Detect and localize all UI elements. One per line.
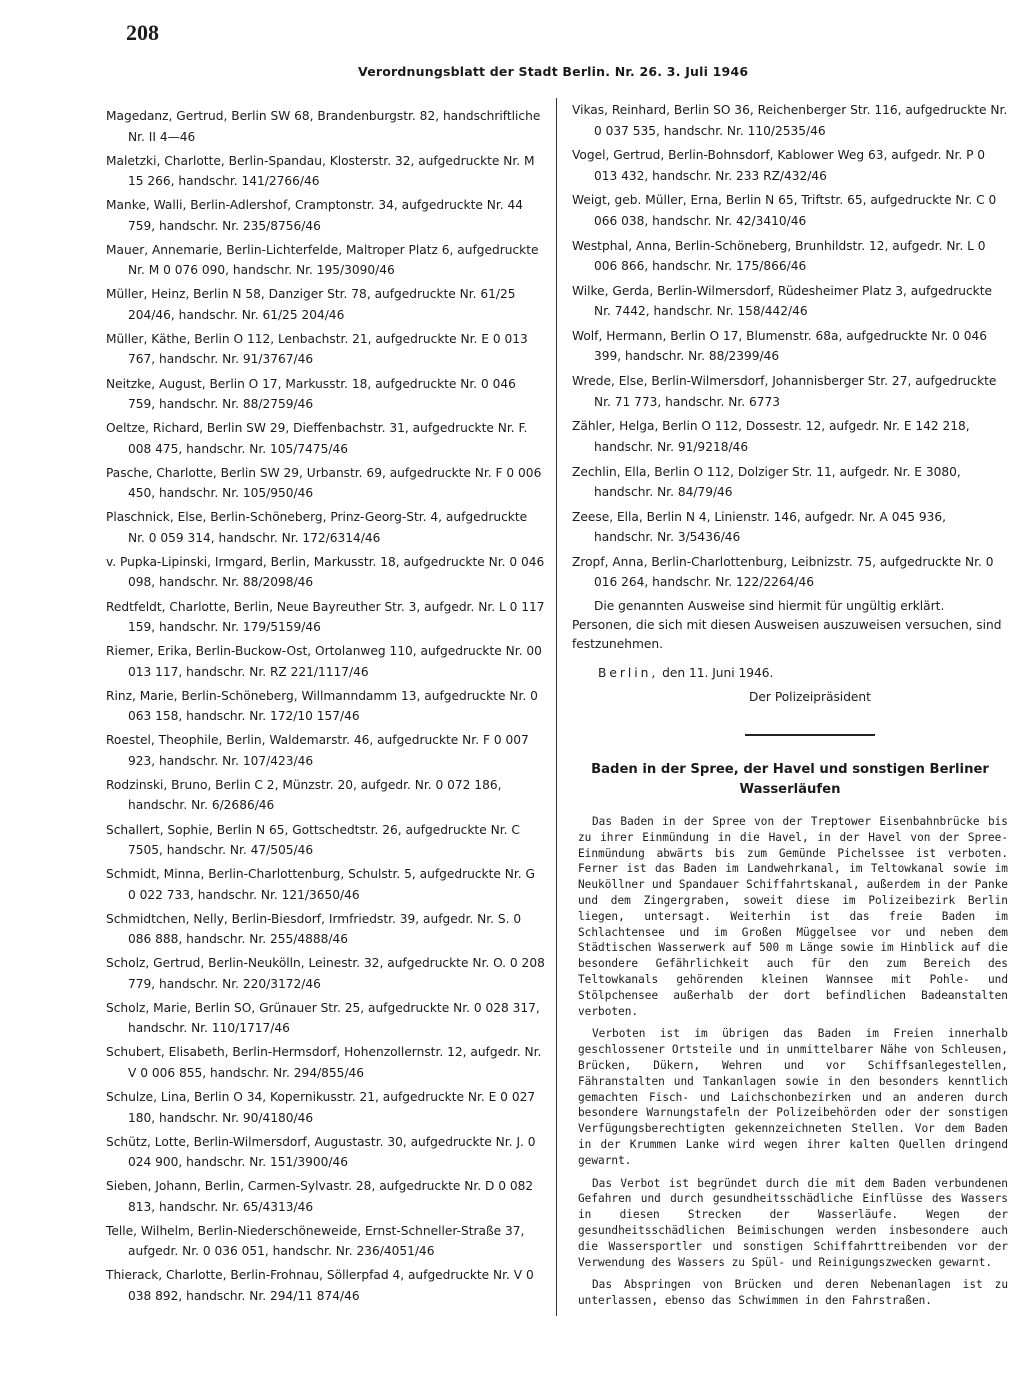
dateline bbox=[572, 666, 1008, 680]
list-item: Schubert, Elisabeth, Berlin-Hermsdorf, Hohenzollernstr. 12, aufgedr. Nr. V 0 006 855, handschr. Nr. 294/855/46 bbox=[106, 1045, 542, 1080]
article-paragraph: Das Abspringen von Brücken und deren Nebenanlagen ist zu unterlassen, ebenso das Schwimmen in den Fahrstraßen. bbox=[578, 1278, 1008, 1308]
list-item: Westphal, Anna, Berlin-Schöneberg, Brunhildstr. 12, aufgedr. Nr. L 0 006 866, handschr. Nr. 175/866/46 bbox=[572, 238, 986, 274]
article-paragraph: Verboten ist im übrigen das Baden im Freien innerhalb geschlossener Ortsteile und in unmittelbarer Nähe von Schleusen, Brücken, Dükern, Wehren und vor Schiffsanlegestellen, Fähranstalten und Tankanlagen sowie in den besonders kenntlich gemachten Fisch- und Laichschonbezirken und an anderen durch besondere Warnungstafeln der Polizeibehörden oder der sonstigen Verfügungsberechtigten gekennzeichneten Stellen. Vor dem Baden in der Krummen Lanke wird wegen ihrer kalten Quellen dringend gewarnt. bbox=[578, 1027, 1008, 1167]
list-item: Mauer, Annemarie, Berlin-Lichterfelde, Maltroper Platz 6, aufgedruckte Nr. M 0 076 090, handschr. Nr. 195/3090/46 bbox=[106, 242, 539, 278]
list-item: Riemer, Erika, Berlin-Buckow-Ost, Ortolanweg 110, aufgedruckte Nr. 00 013 117, handschr. Nr. RZ 221/1117/46 bbox=[106, 644, 542, 679]
list-item: Wilke, Gerda, Berlin-Wilmersdorf, Rüdesheimer Platz 3, aufgedruckte Nr. 7442, handschr. Nr. 158/442/46 bbox=[572, 283, 992, 319]
list-item: Scholz, Gertrud, Berlin-Neukölln, Leinestr. 32, aufgedruckte Nr. O. 0 208 779, handschr. Nr. 220/3172/46 bbox=[106, 956, 545, 991]
section-separator bbox=[745, 734, 875, 736]
dateline-city: Berlin, bbox=[598, 666, 659, 681]
list-item: Manke, Walli, Berlin-Adlershof, Cramptonstr. 34, aufgedruckte Nr. 44 759, handschr. Nr. 235/8756/46 bbox=[106, 198, 523, 233]
list-item: Plaschnick, Else, Berlin-Schöneberg, Prinz-Georg-Str. 4, aufgedruckte Nr. 0 059 314, handschr. Nr. 172/6314/46 bbox=[106, 510, 528, 545]
signature: Der Polizeipräsident bbox=[749, 690, 871, 705]
list-item: Weigt, geb. Müller, Erna, Berlin N 65, Triftstr. 65, aufgedruckte Nr. C 0 066 038, handschr. Nr. 42/3410/46 bbox=[572, 193, 997, 228]
list-item: Roestel, Theophile, Berlin, Waldemarstr. 46, aufgedruckte Nr. F 0 007 923, handschr. Nr. 107/423/46 bbox=[106, 733, 529, 768]
list-item: Zropf, Anna, Berlin-Charlottenburg, Leibnizstr. 75, aufgedruckte Nr. 0 016 264, handschr. Nr. 122/2264/46 bbox=[572, 554, 994, 590]
page-number: 208 bbox=[126, 20, 159, 45]
list-item: Schulze, Lina, Berlin O 34, Kopernikusstr. 21, aufgedruckte Nr. E 0 027 180, handschr. Nr. 90/4180/46 bbox=[106, 1090, 536, 1125]
list-item: Zähler, Helga, Berlin O 112, Dossestr. 12, aufgedr. Nr. E 142 218, handschr. Nr. 91/9218/46 bbox=[572, 419, 970, 454]
dateline-date: den 11. Juni 1946. bbox=[662, 666, 774, 681]
list-item: Neitzke, August, Berlin O 17, Markusstr. 18, aufgedruckte Nr. 0 046 759, handschr. Nr. 88/2759/46 bbox=[106, 376, 516, 412]
list-item: Zeese, Ella, Berlin N 4, Linienstr. 146, aufgedr. Nr. A 045 936, handschr. Nr. 3/5436/46 bbox=[572, 509, 946, 545]
list-item: Redtfeldt, Charlotte, Berlin, Neue Bayreuther Str. 3, aufgedr. Nr. L 0 117 159, handschr. Nr. 179/5159/46 bbox=[106, 599, 545, 635]
list-item: Müller, Käthe, Berlin O 112, Lenbachstr. 21, aufgedruckte Nr. E 0 013 767, handschr. Nr. 91/3767/46 bbox=[106, 331, 528, 367]
article-title: Baden in der Spree, der Havel und sonstigen Berliner Wasserläufen bbox=[591, 762, 989, 798]
decree-text: Die genannten Ausweise sind hiermit für ungültig erklärt. Personen, die sich mit diesen Ausweisen auszuweisen versuchen, sind festzunehmen. bbox=[572, 599, 1002, 652]
list-item: Zechlin, Ella, Berlin O 112, Dolziger Str. 11, aufgedr. Nr. E 3080, handschr. Nr. 84/79/46 bbox=[572, 464, 961, 499]
list-item: Pasche, Charlotte, Berlin SW 29, Urbanstr. 69, aufgedruckte Nr. F 0 006 450, handschr. Nr. 105/950/46 bbox=[106, 465, 542, 501]
list-item: Schütz, Lotte, Berlin-Wilmersdorf, Augustastr. 30, aufgedruckte Nr. J. 0 024 900, handschr. Nr. 151/3900/46 bbox=[106, 1134, 536, 1170]
list-item: Wrede, Else, Berlin-Wilmersdorf, Johannisberger Str. 27, aufgedruckte Nr. 71 773, handschr. Nr. 6773 bbox=[572, 374, 997, 409]
list-item: Vikas, Reinhard, Berlin SO 36, Reichenberger Str. 116, aufgedruckte Nr. 0 037 535, handschr. Nr. 110/2535/46 bbox=[572, 103, 1008, 138]
list-item: Müller, Heinz, Berlin N 58, Danziger Str. 78, aufgedruckte Nr. 61/25 204/46, handschr. Nr. 61/25 204/46 bbox=[106, 287, 516, 322]
right-column bbox=[572, 100, 1008, 1309]
list-item: Thierack, Charlotte, Berlin-Frohnau, Söllerpfad 4, aufgedruckte Nr. V 0 038 892, handschr. Nr. 294/11 874/46 bbox=[106, 1268, 534, 1303]
list-item: Telle, Wilhelm, Berlin-Niederschöneweide, Ernst-Schneller-Straße 37, aufgedr. Nr. 0 036 051, handschr. Nr. 236/4051/46 bbox=[106, 1223, 525, 1259]
list-item: Vogel, Gertrud, Berlin-Bohnsdorf, Kablower Weg 63, aufgedr. Nr. P 0 013 432, handschr. Nr. 233 RZ/432/46 bbox=[572, 148, 986, 183]
list-item: Schmidtchen, Nelly, Berlin-Biesdorf, Irmfriedstr. 39, aufgedr. Nr. S. 0 086 888, handschr. Nr. 255/4888/46 bbox=[106, 911, 522, 947]
list-item: Magedanz, Gertrud, Berlin SW 68, Brandenburgstr. 82, handschriftliche Nr. II 4—46 bbox=[106, 109, 541, 144]
list-item: Rodzinski, Bruno, Berlin C 2, Münzstr. 20, aufgedr. Nr. 0 072 186, handschr. Nr. 6/2686/46 bbox=[106, 777, 502, 813]
article-paragraph: Das Baden in der Spree von der Treptower Eisenbahnbrücke bis zu ihrer Einmündung in die Havel, in der Havel von der Spree-Einmündung abwärts bis zum Gemünde Pichelssee ist verboten. Ferner ist das Baden im Landwehrkanal, im Teltowkanal sowie im Neuköllner und Spandauer Schiffahrtskanal, außerdem in der Panke und dem Zingergraben, soweit diese im Polizeibezirk Berlin liegen, untersagt. Weiterhin ist das freie Baden im Schlachtensee und im Großen Müggelsee vor und neben dem Städtischen Wasserwerk auf 500 m Länge sowie im Hinblick auf die besondere Gefährlichkeit auch für den zum Bereich des Teltowkanals gehörenden kleinen Wannsee mit Pohle- und Stölpchensee außerhalb der dort befindlichen Badeanstalten verboten. bbox=[578, 815, 1008, 1018]
list-item: v. Pupka-Lipinski, Irmgard, Berlin, Markusstr. 18, aufgedruckte Nr. 0 046 098, handschr. Nr. 88/2098/46 bbox=[106, 554, 545, 590]
running-head: Verordnungsblatt der Stadt Berlin. Nr. 26. 3. Juli 1946 bbox=[358, 64, 749, 79]
list-item: Wolf, Hermann, Berlin O 17, Blumenstr. 68a, aufgedruckte Nr. 0 046 399, handschr. Nr. 88/2399/46 bbox=[572, 328, 987, 364]
list-item: Rinz, Marie, Berlin-Schöneberg, Willmanndamm 13, aufgedruckte Nr. 0 063 158, handschr. Nr. 172/10 157/46 bbox=[106, 688, 538, 724]
article-body bbox=[572, 814, 1008, 1309]
column-rule bbox=[556, 98, 557, 1316]
article-paragraph: Das Verbot ist begründet durch die mit dem Baden verbundenen Gefahren und durch gesundheitsschädliche Einflüsse des Wassers in diesen Strecken der Wasserläufe. Wegen der gesundheitsschädlichen Beimischungen werden insbesondere auch die Wassersportler und sonstigen Schiffahrttreibenden vor der Verwendung des Wassers zu Spül- und Reinigungszwecken gewarnt. bbox=[578, 1176, 1008, 1269]
list-item: Maletzki, Charlotte, Berlin-Spandau, Klosterstr. 32, aufgedruckte Nr. M 15 266, handschr. 141/2766/46 bbox=[106, 153, 535, 189]
list-item: Sieben, Johann, Berlin, Carmen-Sylvastr. 28, aufgedruckte Nr. D 0 082 813, handschr. Nr. 65/4313/46 bbox=[106, 1179, 534, 1214]
list-item: Oeltze, Richard, Berlin SW 29, Dieffenbachstr. 31, aufgedruckte Nr. F. 008 475, handschr. Nr. 105/7475/46 bbox=[106, 421, 528, 456]
list-item: Scholz, Marie, Berlin SO, Grünauer Str. 25, aufgedruckte Nr. 0 028 317, handschr. Nr. 110/1717/46 bbox=[106, 1000, 540, 1036]
list-item: Schmidt, Minna, Berlin-Charlottenburg, Schulstr. 5, aufgedruckte Nr. G 0 022 733, handschr. Nr. 121/3650/46 bbox=[106, 867, 535, 902]
left-column bbox=[106, 106, 546, 1310]
list-item: Schallert, Sophie, Berlin N 65, Gottschedtstr. 26, aufgedruckte Nr. C 7505, handschr. Nr. 47/505/46 bbox=[106, 822, 520, 857]
